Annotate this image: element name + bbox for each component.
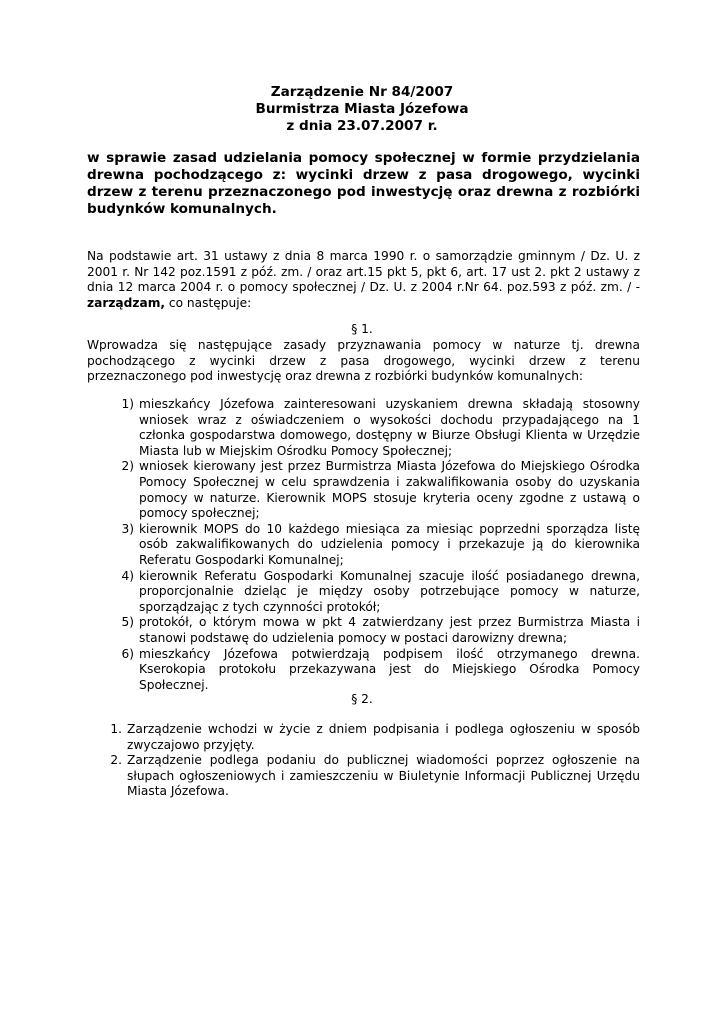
list-item [96, 722, 640, 753]
list-item-number: 4) [121, 568, 134, 583]
list-item-number: 2. [110, 753, 122, 768]
legal-basis-ending: co następuje: [165, 295, 252, 310]
title-line-issuer: Burmistrza Miasta Józefowa [255, 101, 469, 117]
legal-basis-paragraph [87, 249, 640, 311]
legal-basis-text: Na podstawie art. 31 ustawy z dnia 8 marca 1990 r. o samorządzie gminnym / Dz. U. z 2001 r. Nr 142 poz.1591 z póź. zm. / oraz art.15 pkt 5, pkt 6, art. 17 ust 2. pkt 2 ustawy z dnia 12 marca 2004 r. o pomocy społecznej / Dz. U. z 2004 r.Nr 64. poz.593 z póź. zm. / - [87, 249, 640, 295]
list-item [108, 522, 640, 569]
section-1-mark: § 1. [351, 322, 373, 336]
list-item [108, 569, 640, 616]
list-item-number: 1. [110, 722, 122, 736]
title-line-date: z dnia 23.07.2007 r. [286, 118, 438, 134]
list-item [108, 647, 640, 694]
list-item-text: Zarządzenie podlega podaniu do publicznej wiadomości poprzez ogłoszenie na słupach ogłoszeniowych i zamieszczeniu w Biuletynie Informacji Publicznej Urzędu Miasta Józefowa. [127, 753, 640, 799]
section-1-intro: Wprowadza się następujące zasady przyznawania pomocy w naturze tj. drewna pochodzącego z wycinki drzew z pasa drogowego, wycinki drzew z terenu przeznaczonego pod inwestycję oraz drewna z rozbiórki budynków komunalnych: [87, 338, 640, 384]
section-2-list [96, 722, 640, 800]
list-item-text: protokół, o którym mowa w pkt 4 zatwierdzany jest przez Burmistrza Miasta i stanowi podstawę do udzielenia pomocy w postaci darowizny drewna; [139, 615, 640, 645]
document-title [0, 84, 724, 135]
list-item-number: 3) [121, 521, 134, 536]
list-item-number: 2) [121, 459, 134, 474]
legal-basis-decision: zarządzam, [87, 295, 166, 310]
list-item-text: mieszkańcy Józefowa zainteresowani uzyskaniem drewna składają stosowny wniosek wraz z oświadczeniem o wysokości dochodu przypadającego na 1 członka gospodarstwa domowego, dostępny w Biurze Obsługi Klienta w Urzędzie Miasta lub w Miejskim Ośrodku Pomocy Społecznej; [139, 397, 640, 458]
list-item-text: kierownik MOPS do 10 każdego miesiąca za miesiąc poprzedni sporządza listę osób zakwalifikowanych do udzielenia pomocy i przekazuje ją do kierownika Referatu Gospodarki Komunalnej; [139, 521, 640, 567]
section-2-mark: § 2. [351, 692, 373, 706]
list-item [108, 615, 640, 646]
list-item-text: wniosek kierowany jest przez Burmistrza Miasta Józefowa do Miejskiego Ośrodka Pomocy Społecznej w celu sprawdzenia i zakwalifikowania osoby do uzyskania pomocy w naturze. Kierownik MOPS stosuje kryteria oceny zgodne z ustawą o pomocy społecznej; [139, 459, 640, 521]
title-line-ordinance-number: Zarządzenie Nr 84/2007 [270, 84, 454, 100]
list-item-text: kierownik Referatu Gospodarki Komunalnej szacuje ilość posiadanego drewna, proporcjonalnie dzieląc je między osoby potrzebujące pomocy w naturze, sporządzając z tych czynności protokół; [139, 568, 640, 614]
list-item [96, 753, 640, 800]
list-item-number: 6) [121, 646, 134, 661]
list-item [108, 397, 640, 459]
list-item-text: Zarządzenie wchodzi w życie z dniem podpisania i podlega ogłoszeniu w sposób zwyczajowo przyjęty. [127, 722, 640, 752]
list-item-text: mieszkańcy Józefowa potwierdzają podpisem ilość otrzymanego drewna. Kserokopia protokołu przekazywana jest do Miejskiego Ośrodka Pomocy Społecznej. [139, 646, 640, 692]
document-subject: w sprawie zasad udzielania pomocy społecznej w formie przydzielania drewna pochodzącego z: wycinki drzew z pasa drogowego, wycinki drzew z terenu przeznaczonego pod inwestycję oraz drewna z rozbiórki budynków komunalnych. [87, 150, 640, 217]
list-item-number: 1) [121, 397, 134, 411]
list-item [108, 459, 640, 521]
list-item-number: 5) [121, 615, 134, 630]
section-1-list [108, 397, 640, 693]
